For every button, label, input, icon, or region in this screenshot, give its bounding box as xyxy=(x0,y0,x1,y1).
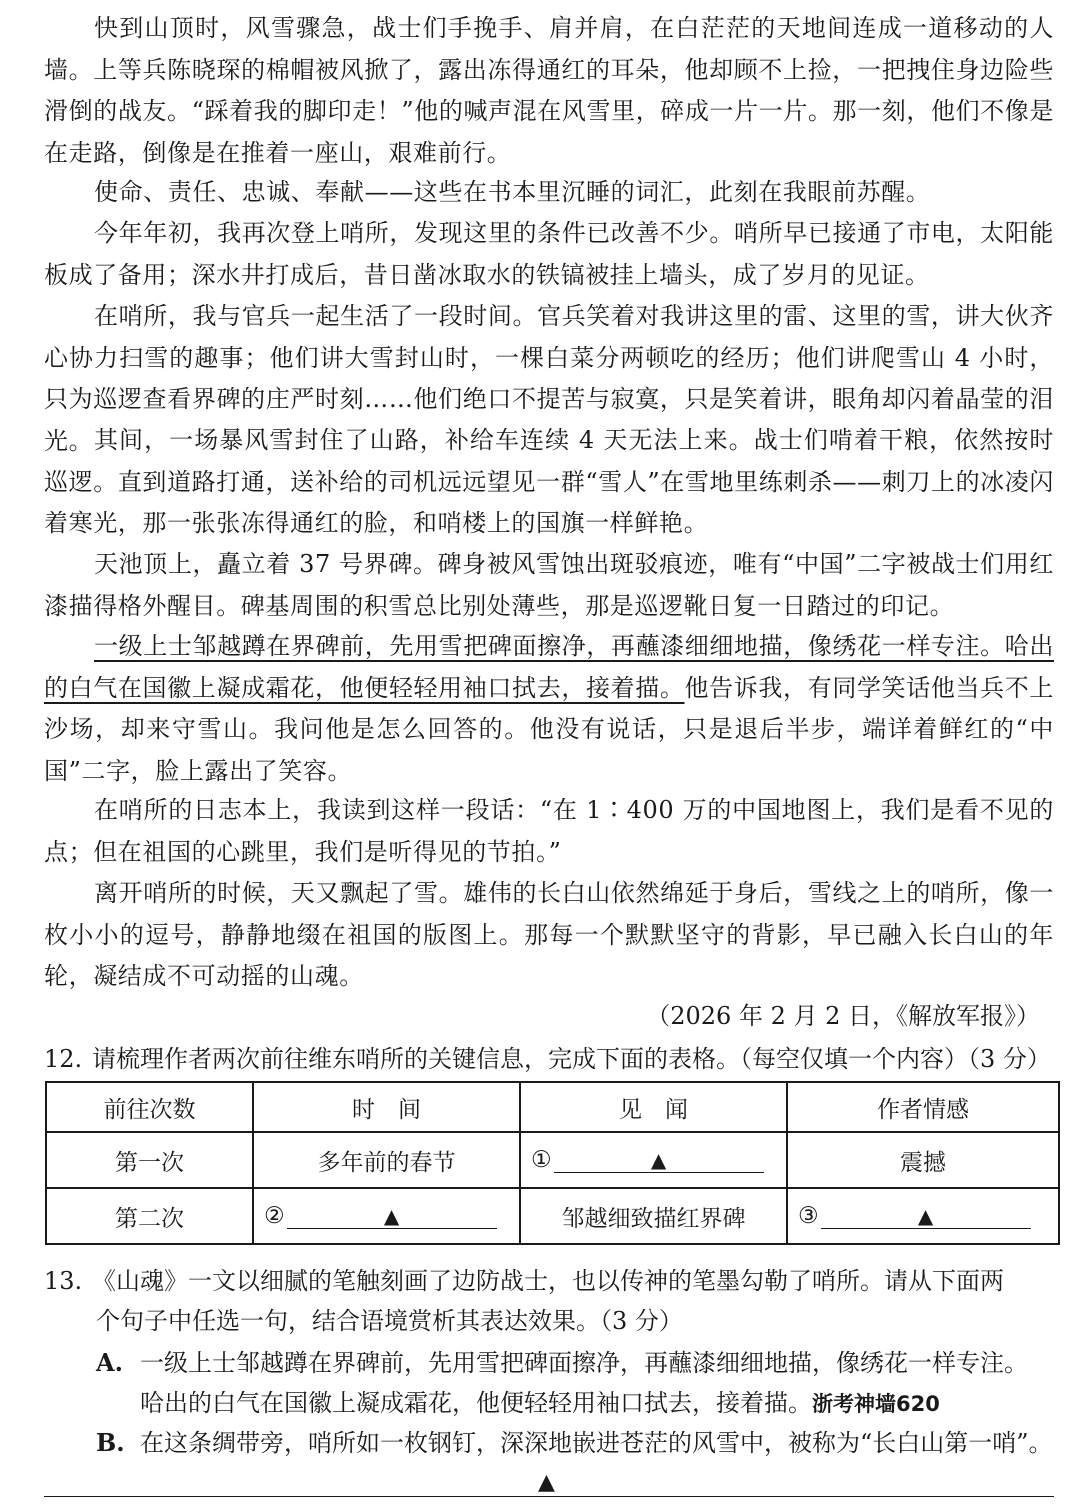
header-cell: 见 闻 xyxy=(520,1082,787,1132)
option-b xyxy=(96,1423,1061,1463)
watermark-text: 浙考神墙620 xyxy=(812,1392,940,1416)
table-cell: 第二次 xyxy=(46,1188,253,1244)
blank-marker: ② xyxy=(264,1203,285,1229)
triangle-icon: ▲ xyxy=(650,1148,667,1172)
paragraph-1: 快到山顶时，风雪骤急，战士们手挽手、肩并肩，在白茫茫的天地间连成一道移动的人墙。上等兵陈晓琛的棉帽被风掀了，露出冻得通红的耳朵，他却顾不上捡，一把拽住身边险些滑倒的战友。“踩着我的脚印走！”他的喊声混在风雪里，碎成一片一片。那一刻，他们不像是在走路，倒像是在推着一座山，艰难前行。 xyxy=(44,14,1054,167)
answer-blank-2[interactable] xyxy=(253,1188,520,1244)
table-cell: 多年前的春节 xyxy=(253,1132,520,1188)
table-row xyxy=(46,1132,1059,1188)
table-cell: 第一次 xyxy=(46,1132,253,1188)
paragraph-2: 使命、责任、忠诚、奉献——这些在书本里沉睡的词汇，此刻在我眼前苏醒。 xyxy=(94,178,931,206)
answer-blank-1[interactable] xyxy=(520,1132,787,1188)
question-12-text: 请梳理作者两次前往维东哨所的关键信息，完成下面的表格。（每空仅填一个内容）（3 分） xyxy=(92,1045,1051,1073)
answer-table xyxy=(45,1081,1060,1245)
paragraph-6: 天池顶上，矗立着 37 号界碑。碑身被风雪蚀出斑驳痕迹，唯有“中国”二字被战士们用红漆描得格外醒目。碑基周围的积雪总比别处薄些，那是巡逻靴日复一日踏过的印记。 xyxy=(44,550,1054,620)
answer-blank-3[interactable] xyxy=(787,1188,1059,1244)
paragraph-8: 在哨所的日志本上，我读到这样一段话：“在 1∶400 万的中国地图上，我们是看不见的点；但在祖国的心跳里，我们是听得见的节拍。” xyxy=(44,796,1054,866)
question-13-number: 13. xyxy=(44,1267,83,1295)
table-header-row xyxy=(46,1082,1059,1132)
paragraph-7 xyxy=(44,626,1054,792)
option-b-label: B. xyxy=(96,1428,125,1457)
blank-marker: ③ xyxy=(798,1203,819,1229)
blank-line xyxy=(554,1148,764,1173)
answer-line[interactable] xyxy=(44,1496,1054,1497)
triangle-icon: ▲ xyxy=(383,1204,400,1228)
paragraph-5: 其间，一场暴风雪封住了山路，补给车连续 4 天无法上来。战士们啃着干粮，依然按时巡逻。直到道路打通，送补给的司机远远望见一群“雪人”在雪地里练刺杀——刺刀上的冰凌闪着寒光，那一张张冻得通红的脸，和哨楼上的国旗一样鲜艳。 xyxy=(44,426,1054,537)
paragraph-7-rest: 他告诉我，有同学笑话他当兵不上沙场，却来守雪山。我问他是怎么回答的。他没有说话，只是退后半步，端详着鲜红的“中国”二字，脸上露出了笑容。 xyxy=(44,673,1055,785)
question-13-line-1: 《山魂》一文以细腻的笔触刻画了边防战士，也以传神的笔墨勾勒了哨所。请从下面两 xyxy=(92,1267,1004,1295)
underlined-sentence: 一级上士邹越蹲在界碑前，先用雪把碑面擦净，再蘸漆细细地描，像绣花一样专注。哈出的白气在国徽上凝成霜花，他便轻轻用袖口拭去，接着描。 xyxy=(44,632,1054,702)
option-a xyxy=(96,1343,1061,1383)
blank-line xyxy=(287,1204,497,1229)
header-cell: 前往次数 xyxy=(46,1082,253,1132)
table-row xyxy=(46,1188,1059,1244)
paragraph-3: 今年年初，我再次登上哨所，发现这里的条件已改善不少。哨所早已接通了市电，太阳能板成了备用；深水井打成后，昔日凿冰取水的铁镐被挂上墙头，成了岁月的见证。 xyxy=(44,219,1054,289)
table-cell: 震撼 xyxy=(787,1132,1059,1188)
question-13-line-2: 个句子中任选一句，结合语境赏析其表达效果。（3 分） xyxy=(96,1307,683,1335)
triangle-icon: ▲ xyxy=(917,1204,934,1228)
option-a-text-2: 哈出的白气在国徽上凝成霜花，他便轻轻用袖口拭去，接着描。 xyxy=(140,1389,812,1417)
paragraph-9: 离开哨所的时候，天又飘起了雪。雄伟的长白山依然绵延于身后，雪线之上的哨所，像一枚小小的逗号，静静地缀在祖国的版图上。那每一个默默坚守的背影，早已融入长白山的年轮，凝结成不可动摇的山魂。 xyxy=(44,879,1054,990)
header-cell: 时 间 xyxy=(253,1082,520,1132)
option-a-label: A. xyxy=(96,1348,123,1377)
option-a-text-1: 一级上士邹越蹲在界碑前，先用雪把碑面擦净，再蘸漆细细地描，像绣花一样专注。 xyxy=(140,1349,1028,1377)
blank-marker: ① xyxy=(531,1147,552,1173)
option-b-text: 在这条绸带旁，哨所如一枚钢钉，深深地嵌进苍茫的风雪中，被称为“长白山第一哨”。 xyxy=(140,1429,1053,1457)
table-cell: 邹越细致描红界碑 xyxy=(520,1188,787,1244)
blank-line xyxy=(821,1204,1031,1229)
question-12-number: 12. xyxy=(44,1045,83,1073)
article-source: （2026 年 2 月 2 日，《解放军报》） xyxy=(646,1002,1040,1030)
header-cell: 作者情感 xyxy=(787,1082,1059,1132)
option-a-line-2 xyxy=(140,1383,1060,1424)
question-12 xyxy=(44,1040,1059,1078)
question-13 xyxy=(44,1262,1059,1300)
paragraph-4: 在哨所，我与官兵一起生活了一段时间。官兵笑着对我讲这里的雷、这里的雪，讲大伙齐心协力扫雪的趣事；他们讲大雪封山时，一棵白菜分两顿吃的经历；他们讲爬雪山 4 小时，只为巡逻查看界碑的庄严时刻……他们绝口不提苦与寂寞，只是笑着讲，眼角却闪着晶莹的泪光。 xyxy=(44,302,1054,455)
answer-triangle-icon: ▲ xyxy=(538,1470,555,1495)
